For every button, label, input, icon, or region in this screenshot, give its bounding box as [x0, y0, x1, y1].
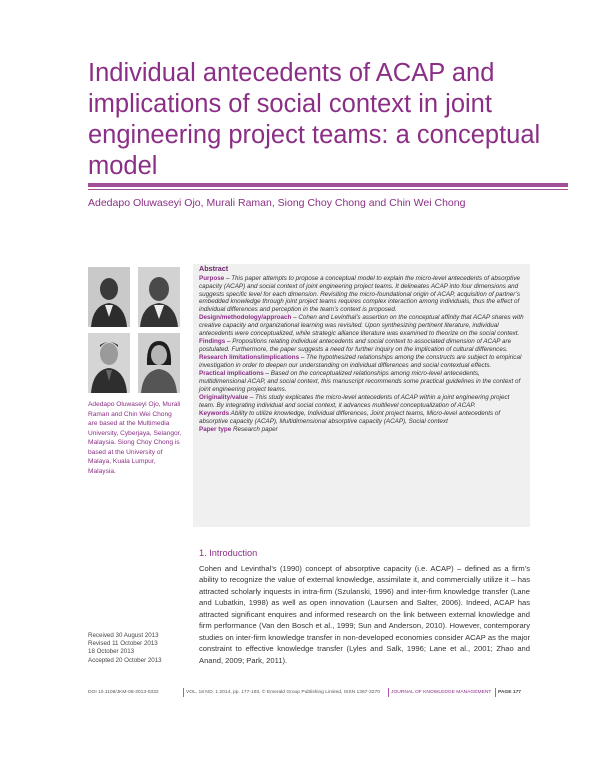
footer-journal: JOURNAL OF KNOWLEDGE MANAGEMENT: [391, 690, 492, 695]
title-rule-thick: [88, 183, 568, 187]
abstract-originality: Originality/value – This study explicates the micro-level antecedents of ACAP within a joint engineering project team. By integrating individual and social context, it advances multilevel conceptualization of ACAP.: [199, 393, 510, 409]
author-affiliations: Adedapo Oluwaseyi Ojo, Murali Raman and Chin Wei Chong are based at the Multimedia University, Cyberjaya, Selangor, Malaysia. Siong Choy Chong is based at the University of Malaya, Kuala Lumpur, Malaysia.: [88, 401, 182, 475]
abstract-paper-type: Paper type Research paper: [199, 425, 278, 433]
manuscript-dates: [88, 632, 188, 665]
date-received: Received 30 August 2013: [88, 632, 159, 639]
abstract-box: [193, 264, 530, 527]
abstract-design: Design/methodology/approach – Cohen and Levinthal’s assertion on the conceptual affinity that ACAP shares with creative capacity and organizational learning was revisited. Upon synthesizing pertinent literature, individual antecedents were conceptualized, while strategic alliance literature was examined to theorize on the social context.: [199, 314, 524, 337]
introduction-body: Cohen and Levinthal’s (1990) concept of absorptive capacity (i.e. ACAP) – defined as a firm’s ability to recognize the value of external knowledge, assimilate it, and commercially utilize it – has attracted scholarly inquests in intra-firm (Szulanski, 1996) and inter-firm knowledge transfer (Lane and Lubatkin, 1998) as well as open innovation (Laursen and Salter, 2006). Indeed, ACAP has attracted significant enquires and informed research on the link between external knowledge and firm performance (Van den Bosch et al., 1999; Sun and Anderson, 2010). However, contemporary studies on inter-firm knowledge transfer in non-developed economies consider ACAP as the major constraint to effective knowledge transfer (Lyles and Salk, 1996; Lane et al., 2001; Zhao and Anand, 2009; Park, 2011).: [199, 564, 530, 665]
abstract-purpose: Purpose – This paper attempts to propose a conceptual model to explain the micro-level antecedents of absorptive capacity (ACAP) and social context of joint engineering project teams. It delineates ACAP into four dimensions and suggests specific level for each dimension. Revisiting the micro-foundational origin of ACAP, acquisition of partner’s embedded knowledge through joint project teams requires complex interaction among individuals, thus the effect of individual differences and perception in the team’s context is proposed.: [199, 275, 521, 313]
date-accepted: Accepted 20 October 2013: [88, 656, 162, 664]
article-title: Individual antecedents of ACAP and implications of social context in joint engineering project teams: a conceptual model: [88, 59, 541, 180]
abstract-limitations: Research limitations/implications – The hypothesized relationships among the constructs are subject to empirical investigation in order to deepen our understanding on individual differences and social contextual effects.: [199, 354, 522, 369]
footer-separator: [388, 688, 389, 697]
footer-volume: VOL. 18 NO. 1 2014, pp. 177-193, © Emerald Group Publishing Limited, ISSN 1367-3270: [186, 690, 380, 695]
footer-separator: [183, 688, 184, 697]
author-list: Adedapo Oluwaseyi Ojo, Murali Raman, Siong Choy Chong and Chin Wei Chong: [88, 197, 466, 209]
footer-doi: DOI 10.1108/JKM-08-2013-0332: [88, 690, 159, 695]
date-revised-2: 18 October 2013: [88, 648, 135, 656]
date-revised: Revised 11 October 2013: [88, 640, 158, 648]
author-photo-chong-siong: [88, 333, 130, 393]
abstract-keywords: Keywords Ability to utilize knowledge, Individual differences, Joint project teams, Micro-level antecedents of absorptive capacity (ACAP), Multidimensional absorptive capacity (ACAP), Social context: [199, 409, 501, 425]
author-photo-chong-chin: [138, 333, 180, 393]
abstract-practical: Practical implications – Based on the conceptualized relationships among micro-level antecedents, multidimensional ACAP, and social context, this manuscript recommends some practical guidelines in the context of joint engineering project teams.: [199, 370, 521, 393]
author-photo-ojo: [88, 267, 130, 327]
author-photo-raman: [138, 267, 180, 327]
abstract-heading: Abstract: [199, 264, 229, 273]
title-rule-thin: [88, 189, 568, 190]
footer-page-number: PAGE 177: [498, 690, 522, 695]
footer-separator: [495, 688, 496, 697]
abstract-findings: Findings – Propositions relating individual antecedents and social context to associated dimension of ACAP are postulated. Furthermore, the paper suggests a need for further inquiry on the implication of cultural differences.: [199, 338, 512, 353]
section-heading: 1. Introduction: [199, 548, 258, 558]
